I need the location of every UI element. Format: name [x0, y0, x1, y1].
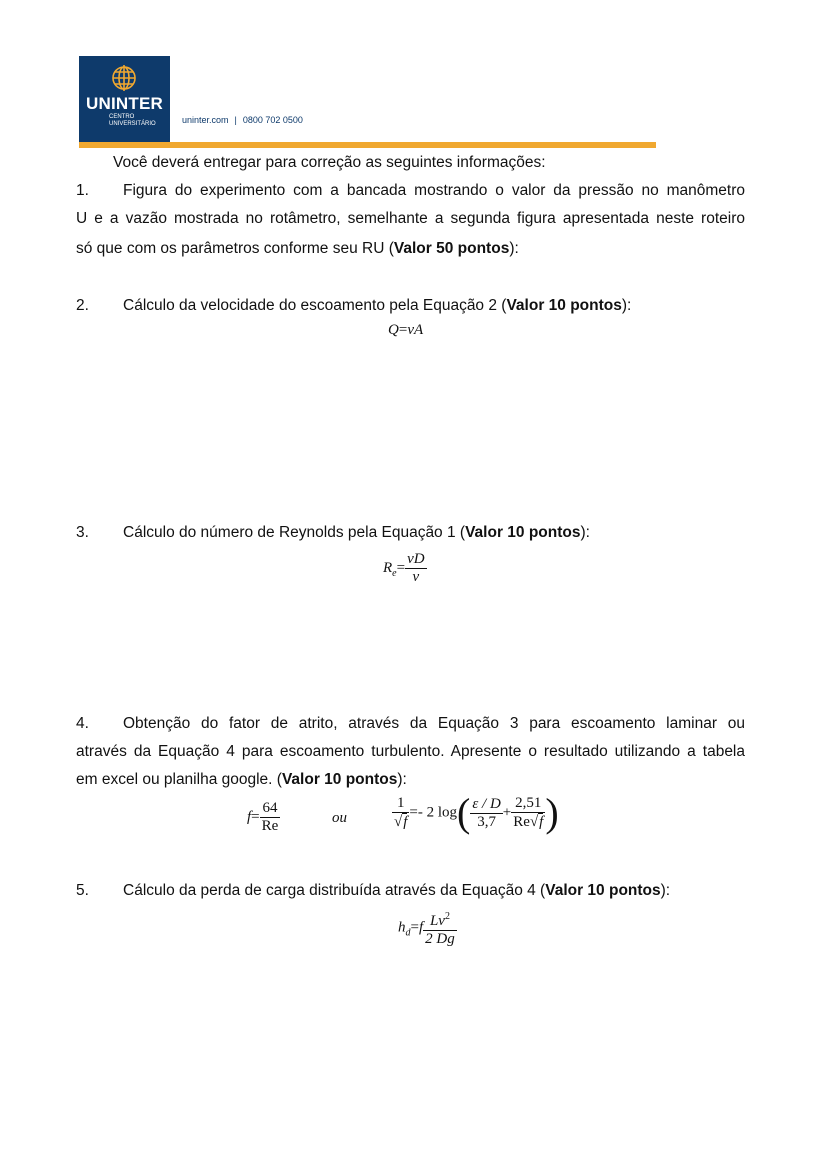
eq4-lhs-numerator: 1: [392, 795, 409, 813]
item-1-line-3: [76, 239, 519, 258]
eq4-plus: +: [502, 804, 512, 821]
item-5-line: [76, 881, 670, 900]
eq1-sub: e: [392, 567, 397, 579]
eq3-equals: =: [251, 808, 260, 825]
eq4-term1-numerator: ε / D: [472, 795, 501, 812]
item-4-pre: em excel ou planilha google. (: [76, 771, 282, 788]
close-paren: ): [545, 790, 559, 835]
eq4-lhs-var: f: [403, 814, 408, 830]
eq3-fraction: [260, 800, 281, 835]
eq2-equals: =: [398, 322, 408, 338]
eq3-lhs: f: [247, 808, 252, 825]
item-5-pre: Cálculo da perda de carga distribuída através da Equação 4 (: [123, 882, 546, 899]
item-number: 3.: [76, 524, 89, 541]
eq1-fraction: [405, 551, 427, 586]
item-2-pre: Cálculo da velocidade do escoamento pela Equação 2 (: [123, 297, 507, 314]
item-4-post: ):: [397, 771, 407, 788]
item-number: 4.: [76, 715, 89, 732]
equation-4-colebrook: [392, 790, 559, 835]
eq4-term1-denominator: 3,7: [477, 813, 496, 830]
website-link[interactable]: uninter.com: [182, 115, 229, 125]
equation-1-reynolds: [383, 551, 427, 586]
open-paren: (: [457, 790, 471, 835]
item-3-points: Valor 10 pontos: [465, 524, 581, 541]
phone-number: 0800 702 0500: [242, 115, 303, 125]
header-accent-bar: [79, 142, 656, 148]
eq5-exponent: 2: [444, 911, 450, 922]
item-1-line-2: U e a vazão mostrada no rotâmetro, semelhante a segunda figura apresentada neste roteiro: [76, 210, 745, 227]
item-4-line-2: através da Equação 4 para escoamento turbulento. Apresente o resultado utilizando a tabela: [76, 743, 745, 760]
equation-3-laminar: [247, 800, 280, 835]
item-2-post: ):: [621, 297, 632, 314]
item-4-line-3: [76, 770, 407, 789]
globe-icon: [101, 63, 147, 93]
eq2-rhs: vA: [407, 322, 424, 338]
item-3-line: [76, 523, 590, 542]
item-1-pre: só que com os parâmetros conforme seu RU (: [76, 240, 394, 257]
equation-2: [388, 322, 423, 339]
intro-text: Você deverá entregar para correção as seguintes informações:: [113, 154, 546, 171]
item-4-line-1: [76, 714, 745, 733]
item-3-pre: Cálculo do número de Reynolds pela Equação 1 (: [123, 524, 466, 541]
eq5-sub: d: [405, 927, 411, 939]
eq5-numerator: [423, 908, 457, 931]
eq4-term2: [511, 795, 545, 831]
eq4-equals: =: [409, 804, 418, 821]
eq1-lhs: R: [383, 559, 393, 576]
eq4-lhs-fraction: [392, 795, 409, 831]
header-contact: [182, 115, 303, 125]
eq4-lhs-denominator: [392, 813, 409, 831]
equation-5-head-loss: [398, 908, 457, 948]
eq3-denominator: Re: [261, 818, 279, 834]
eq4-term2-denominator: [511, 813, 545, 831]
logo-subtitle: [109, 114, 156, 128]
eq4-re: Re: [513, 814, 530, 830]
eq4-term1: [470, 796, 502, 831]
item-5-points: Valor 10 pontos: [545, 882, 661, 899]
contact-separator: |: [234, 115, 237, 125]
item-4-points: Valor 10 pontos: [281, 771, 398, 788]
item-4-text: Obtenção do fator de atrito, através da Equação 3 para escoamento laminar ou: [123, 715, 745, 732]
eq3-numerator: 64: [260, 800, 281, 818]
eq5-equals: =: [410, 919, 419, 936]
sqrt-symbol: √: [529, 814, 539, 830]
item-number: 5.: [76, 882, 89, 899]
eq5-friction-factor: f: [418, 919, 424, 936]
equation-or: ou: [332, 810, 347, 826]
item-1-text: Figura do experimento com a bancada mostrando o valor da pressão no manômetro: [123, 182, 745, 199]
uninter-logo: [79, 56, 170, 142]
item-1-line-1: [76, 181, 745, 200]
logo-wordmark: UNINTER: [86, 94, 163, 113]
item-2-points: Valor 10 pontos: [506, 297, 622, 314]
eq1-denominator: ν: [412, 569, 420, 585]
logo-sub-line-2: UNIVERSITÁRIO: [109, 121, 156, 127]
item-2-line: [76, 296, 631, 315]
eq5-num-text: Lv: [429, 913, 445, 929]
eq5-lhs: h: [398, 919, 406, 936]
eq5-denominator: 2 Dg: [425, 931, 455, 947]
eq4-term2-var: f: [539, 814, 544, 830]
eq5-fraction: [423, 908, 457, 948]
item-number: 1.: [76, 182, 89, 199]
eq1-numerator: vD: [407, 551, 425, 567]
item-3-post: ):: [580, 524, 590, 541]
eq4-coefficient: - 2 log: [417, 804, 458, 821]
item-1-post: ):: [509, 240, 519, 257]
item-5-post: ):: [660, 882, 671, 899]
eq4-term2-numerator: 2,51: [511, 795, 545, 813]
eq1-equals: =: [396, 559, 406, 576]
eq2-lhs: Q: [388, 322, 399, 338]
logo-sub-line-1: CENTRO: [109, 114, 135, 120]
item-1-points: Valor 50 pontos: [393, 240, 510, 257]
item-number: 2.: [76, 297, 89, 314]
sqrt-symbol: √: [394, 814, 403, 830]
